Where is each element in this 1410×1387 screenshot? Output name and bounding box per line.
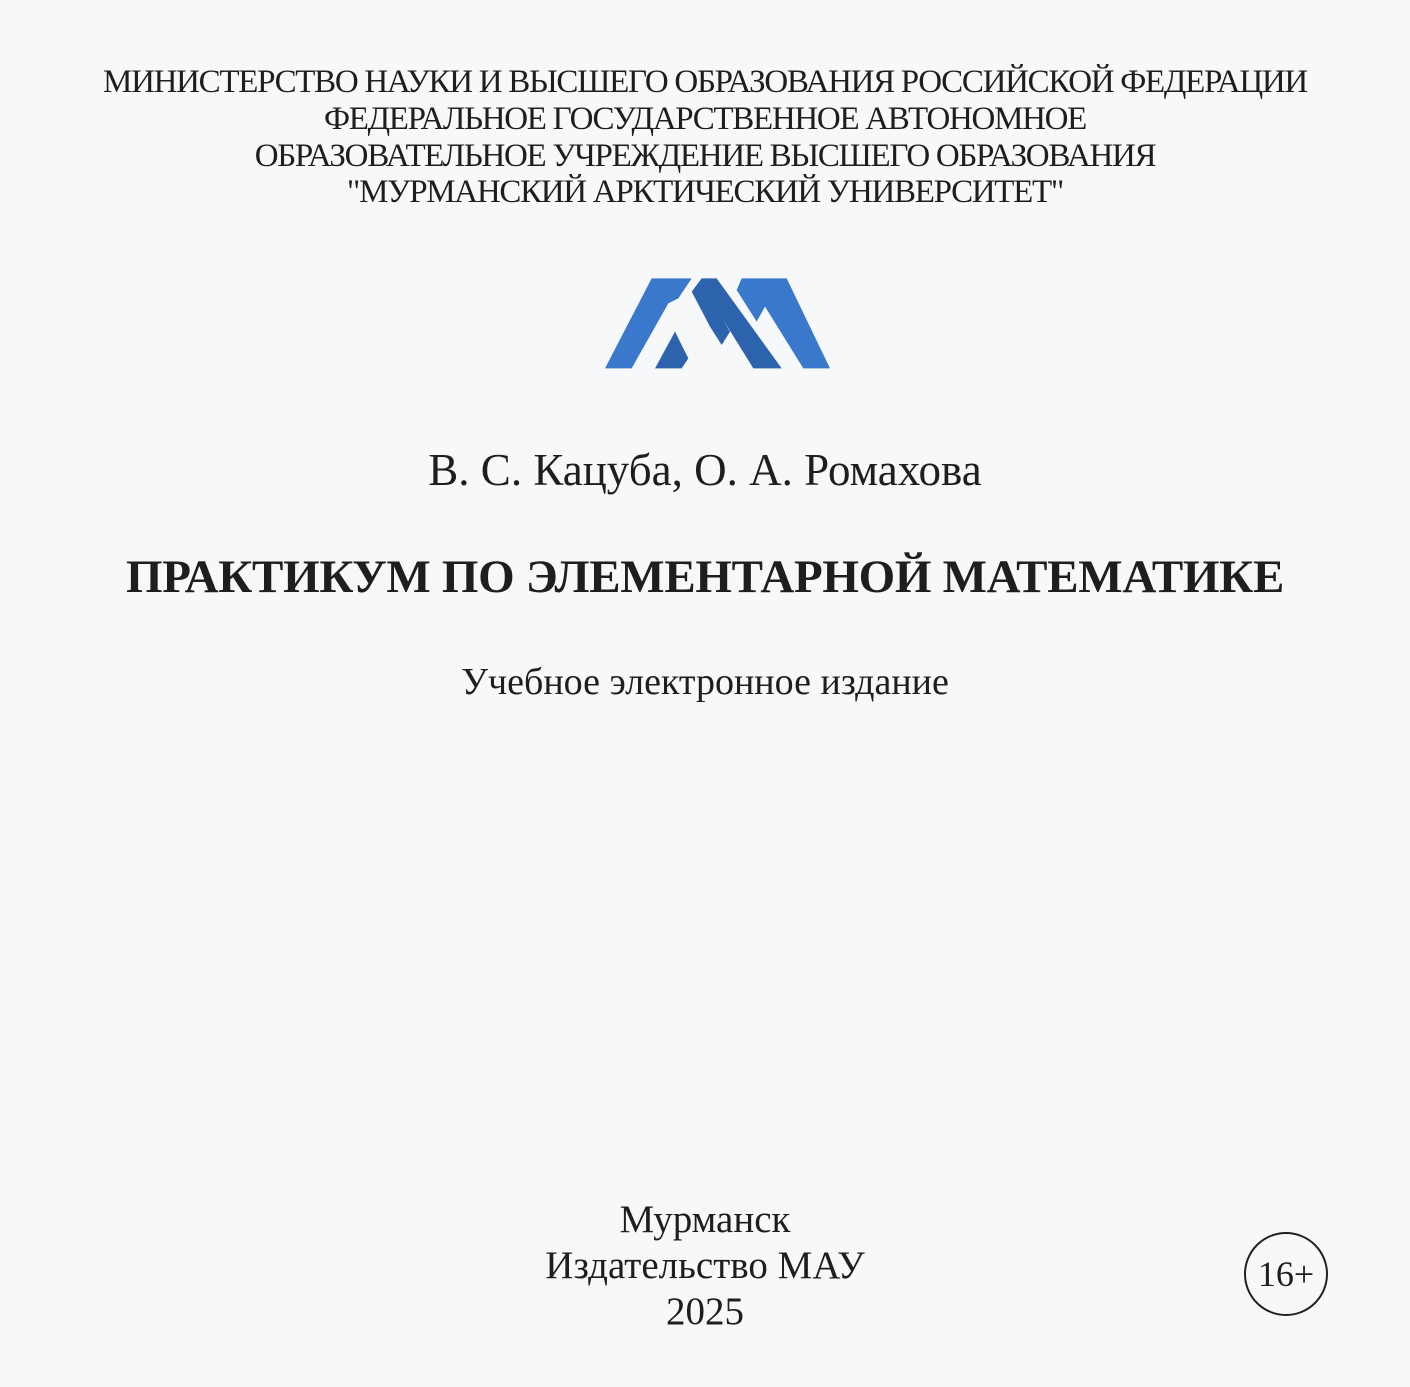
authors: В. С. Кацуба, О. А. Ромахова bbox=[428, 445, 982, 495]
university-name: "МУРМАНСКИЙ АРКТИЧЕСКИЙ УНИВЕРСИТЕТ" bbox=[346, 174, 1064, 210]
imprint-publisher: Издательство МАУ bbox=[545, 1244, 865, 1287]
age-rating-text: 16+ bbox=[1257, 1254, 1315, 1294]
book-title: ПРАКТИКУМ ПО ЭЛЕМЕНТАРНОЙ МАТЕМАТИКЕ bbox=[125, 551, 1284, 603]
logo-small-triangle bbox=[655, 332, 688, 369]
imprint-city: Мурманск bbox=[619, 1198, 791, 1241]
imprint-year: 2025 bbox=[666, 1290, 744, 1333]
institution-line-2: ОБРАЗОВАТЕЛЬНОЕ УЧРЕЖДЕНИЕ ВЫСШЕГО ОБРАЗОВАНИЯ bbox=[254, 138, 1156, 174]
edition-type: Учебное электронное издание bbox=[461, 661, 949, 703]
ministry-line: МИНИСТЕРСТВО НАУКИ И ВЫСШЕГО ОБРАЗОВАНИЯ РОССИЙСКОЙ ФЕДЕРАЦИИ bbox=[103, 64, 1307, 100]
age-rating-badge bbox=[1244, 1232, 1328, 1316]
institution-line-1: ФЕДЕРАЛЬНОЕ ГОСУДАРСТВЕННОЕ АВТОНОМНОЕ bbox=[323, 101, 1087, 137]
university-logo bbox=[590, 260, 850, 390]
